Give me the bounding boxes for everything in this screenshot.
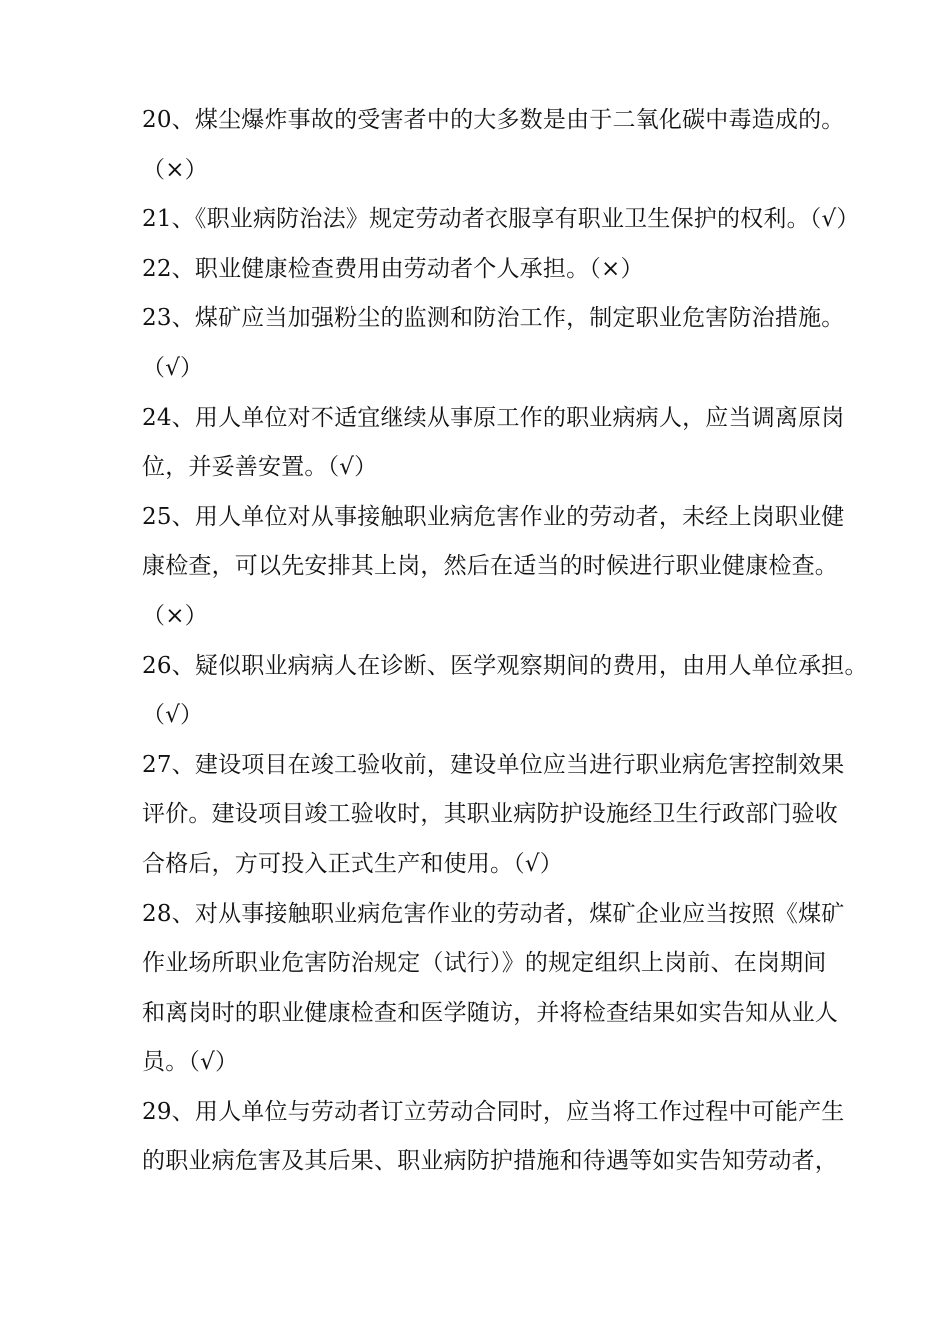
text-line: 26、疑似职业病病人在诊断、医学观察期间的费用，由用人单位承担。 bbox=[142, 652, 868, 679]
text-line: （×） bbox=[142, 156, 208, 183]
text-line: （√） bbox=[142, 354, 204, 381]
text-line: 和离岗时的职业健康检查和医学随访，并将检查结果如实告知从业人 bbox=[142, 999, 838, 1026]
text-line: 员。（√） bbox=[142, 1049, 239, 1076]
text-line: 27、建设项目在竣工验收前，建设单位应当进行职业病危害控制效果 bbox=[142, 751, 845, 778]
text-line: （×） bbox=[142, 602, 208, 629]
text-line: 21、《职业病防治法》规定劳动者衣服享有职业卫生保护的权利。（√） bbox=[142, 206, 860, 233]
text-line: 作业场所职业危害防治规定（试行）》的规定组织上岗前、在岗期间 bbox=[142, 950, 827, 977]
text-line: 22、职业健康检查费用由劳动者个人承担。（×） bbox=[142, 255, 644, 282]
text-line: 29、用人单位与劳动者订立劳动合同时，应当将工作过程中可能产生 bbox=[142, 1098, 845, 1125]
text-line: 28、对从事接触职业病危害作业的劳动者，煤矿企业应当按照《煤矿 bbox=[142, 900, 845, 927]
text-line: 康检查，可以先安排其上岗，然后在适当的时候进行职业健康检查。 bbox=[142, 553, 838, 580]
text-line: 25、用人单位对从事接触职业病危害作业的劳动者，未经上岗职业健 bbox=[142, 503, 845, 530]
text-line: 20、煤尘爆炸事故的受害者中的大多数是由于二氧化碳中毒造成的。 bbox=[142, 107, 845, 133]
text-line: 的职业病危害及其后果、职业病防护措施和待遇等如实告知劳动者， bbox=[142, 1148, 838, 1175]
text-line: 位，并妥善安置。（√） bbox=[142, 454, 378, 481]
document-body bbox=[142, 96, 868, 1187]
text-line: 合格后，方可投入正式生产和使用。（√） bbox=[142, 850, 563, 877]
text-line: 评价。建设项目竣工验收时，其职业病防护设施经卫生行政部门验收 bbox=[142, 801, 838, 828]
text-line: 24、用人单位对不适宜继续从事原工作的职业病病人，应当调离原岗 bbox=[142, 404, 845, 431]
text-line: 23、煤矿应当加强粉尘的监测和防治工作，制定职业危害防治措施。 bbox=[142, 305, 845, 332]
text-line: （√） bbox=[142, 702, 204, 729]
